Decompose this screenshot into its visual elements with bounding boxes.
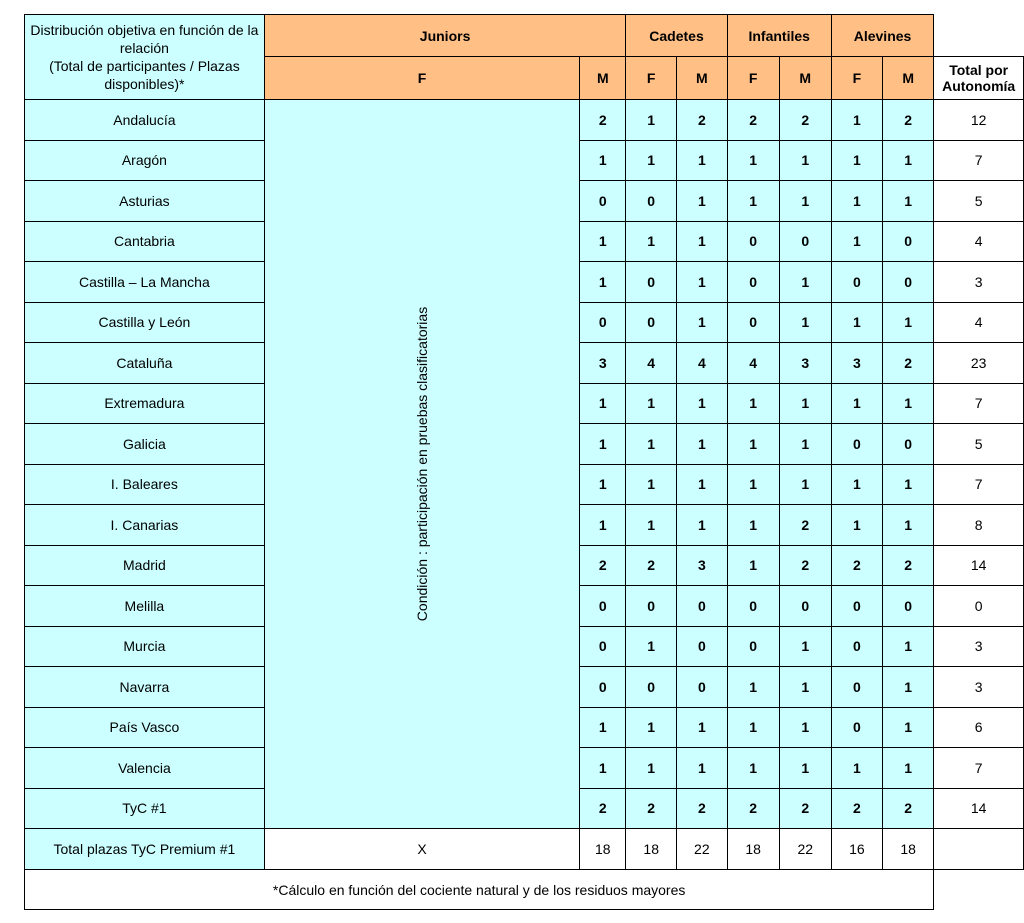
- value-cell: 2: [779, 545, 831, 586]
- value-cell: 2: [727, 788, 779, 829]
- total-plazas-value: 18: [626, 829, 677, 870]
- value-cell: 1: [677, 424, 728, 465]
- region-name: Andalucía: [25, 100, 265, 141]
- value-cell: 0: [779, 221, 831, 262]
- row-total: 3: [934, 626, 1024, 667]
- category-cadetes: Cadetes: [626, 15, 727, 57]
- value-cell: 0: [831, 424, 882, 465]
- value-cell: 1: [677, 383, 728, 424]
- value-cell: 1: [677, 140, 728, 181]
- value-cell: 1: [831, 748, 882, 789]
- row-total: 3: [934, 667, 1024, 708]
- value-cell: 4: [626, 343, 677, 384]
- header-empty-corner: [934, 15, 1024, 57]
- value-cell: 2: [831, 788, 882, 829]
- total-plazas-row: [25, 829, 1024, 870]
- value-cell: 1: [727, 464, 779, 505]
- value-cell: 1: [727, 707, 779, 748]
- value-cell: 1: [831, 181, 882, 222]
- value-cell: 2: [883, 788, 934, 829]
- value-cell: 1: [831, 140, 882, 181]
- value-cell: 0: [831, 667, 882, 708]
- value-cell: 1: [580, 221, 626, 262]
- row-total: 6: [934, 707, 1024, 748]
- row-total: 5: [934, 181, 1024, 222]
- row-total: 3: [934, 262, 1024, 303]
- row-total: 7: [934, 140, 1024, 181]
- value-cell: 1: [727, 505, 779, 546]
- value-cell: 1: [883, 667, 934, 708]
- value-cell: 1: [727, 383, 779, 424]
- region-name: Asturias: [25, 181, 265, 222]
- value-cell: 0: [580, 626, 626, 667]
- value-cell: 2: [626, 545, 677, 586]
- value-cell: 2: [831, 545, 882, 586]
- table-title-line1: Distribución objetiva en función de la relación: [30, 22, 259, 56]
- value-cell: 0: [883, 586, 934, 627]
- value-cell: 0: [626, 262, 677, 303]
- value-cell: 1: [727, 181, 779, 222]
- value-cell: 1: [626, 221, 677, 262]
- row-total: 4: [934, 302, 1024, 343]
- value-cell: 0: [626, 181, 677, 222]
- value-cell: 0: [883, 424, 934, 465]
- region-name: Cantabria: [25, 221, 265, 262]
- value-cell: 2: [883, 100, 934, 141]
- value-cell: 3: [831, 343, 882, 384]
- value-cell: 1: [883, 505, 934, 546]
- value-cell: 1: [779, 424, 831, 465]
- region-name: Aragón: [25, 140, 265, 181]
- region-name: Madrid: [25, 545, 265, 586]
- value-cell: 1: [831, 100, 882, 141]
- value-cell: 2: [727, 100, 779, 141]
- sub-header-m: M: [580, 57, 626, 100]
- row-total: 5: [934, 424, 1024, 465]
- value-cell: 3: [779, 343, 831, 384]
- value-cell: 0: [727, 262, 779, 303]
- value-cell: 3: [677, 545, 728, 586]
- value-cell: 1: [779, 383, 831, 424]
- value-cell: 2: [580, 788, 626, 829]
- footnote: *Cálculo en función del cociente natural y de los residuos mayores: [25, 870, 934, 910]
- value-cell: 1: [580, 464, 626, 505]
- value-cell: 2: [626, 788, 677, 829]
- table-row: [25, 100, 1024, 141]
- table-title: [25, 15, 265, 100]
- value-cell: 1: [883, 748, 934, 789]
- value-cell: 0: [677, 586, 728, 627]
- value-cell: 1: [580, 262, 626, 303]
- total-header: [934, 57, 1024, 100]
- value-cell: 1: [677, 464, 728, 505]
- value-cell: 1: [626, 464, 677, 505]
- value-cell: 1: [831, 505, 882, 546]
- value-cell: 2: [580, 100, 626, 141]
- total-plazas-value: 16: [831, 829, 882, 870]
- region-name: País Vasco: [25, 707, 265, 748]
- sub-header-m: M: [677, 57, 728, 100]
- region-name: Cataluña: [25, 343, 265, 384]
- value-cell: 0: [831, 626, 882, 667]
- region-name: Extremadura: [25, 383, 265, 424]
- value-cell: 2: [677, 100, 728, 141]
- value-cell: 1: [727, 667, 779, 708]
- value-cell: 0: [580, 667, 626, 708]
- value-cell: 1: [883, 140, 934, 181]
- value-cell: 1: [831, 383, 882, 424]
- value-cell: 1: [883, 626, 934, 667]
- value-cell: 1: [626, 707, 677, 748]
- value-cell: 1: [580, 505, 626, 546]
- distribution-table: [24, 14, 1024, 910]
- region-name: Castilla – La Mancha: [25, 262, 265, 303]
- total-plazas-value: 18: [580, 829, 626, 870]
- value-cell: 1: [779, 181, 831, 222]
- value-cell: 1: [883, 383, 934, 424]
- total-header-line1: Total por: [949, 62, 1009, 78]
- value-cell: 1: [883, 181, 934, 222]
- value-cell: 0: [677, 667, 728, 708]
- value-cell: 1: [779, 707, 831, 748]
- value-cell: 0: [727, 626, 779, 667]
- value-cell: 0: [580, 302, 626, 343]
- value-cell: 1: [779, 262, 831, 303]
- value-cell: 1: [779, 626, 831, 667]
- footnote-empty: [934, 870, 1024, 910]
- value-cell: 1: [831, 464, 882, 505]
- category-juniors: Juniors: [264, 15, 626, 57]
- value-cell: 1: [779, 748, 831, 789]
- value-cell: 1: [727, 748, 779, 789]
- total-plazas-value: 22: [677, 829, 728, 870]
- row-total: 7: [934, 748, 1024, 789]
- region-name: Melilla: [25, 586, 265, 627]
- sub-header-f: F: [727, 57, 779, 100]
- value-cell: 1: [779, 302, 831, 343]
- footnote-row: [25, 870, 1024, 910]
- value-cell: 1: [626, 383, 677, 424]
- total-plazas-value: X: [264, 829, 579, 870]
- sub-header-f: F: [264, 57, 579, 100]
- sub-header-f: F: [831, 57, 882, 100]
- row-total: 14: [934, 545, 1024, 586]
- value-cell: 1: [677, 181, 728, 222]
- value-cell: 2: [779, 100, 831, 141]
- value-cell: 1: [677, 505, 728, 546]
- value-cell: 2: [779, 788, 831, 829]
- value-cell: 0: [831, 262, 882, 303]
- value-cell: 1: [727, 140, 779, 181]
- value-cell: 0: [727, 586, 779, 627]
- value-cell: 0: [883, 221, 934, 262]
- row-total: 4: [934, 221, 1024, 262]
- value-cell: 1: [626, 424, 677, 465]
- value-cell: 1: [677, 707, 728, 748]
- row-total: 0: [934, 586, 1024, 627]
- value-cell: 4: [677, 343, 728, 384]
- region-name: I. Baleares: [25, 464, 265, 505]
- region-name: Murcia: [25, 626, 265, 667]
- value-cell: 2: [677, 788, 728, 829]
- total-plazas-value: 18: [727, 829, 779, 870]
- total-header-line2: Autonomía: [942, 78, 1016, 94]
- value-cell: 1: [883, 302, 934, 343]
- value-cell: 1: [831, 302, 882, 343]
- value-cell: 0: [779, 586, 831, 627]
- value-cell: 1: [727, 545, 779, 586]
- value-cell: 0: [580, 181, 626, 222]
- total-plazas-empty: [934, 829, 1024, 870]
- value-cell: 2: [883, 545, 934, 586]
- value-cell: 1: [626, 100, 677, 141]
- sub-header-m: M: [883, 57, 934, 100]
- value-cell: 1: [727, 424, 779, 465]
- value-cell: 1: [677, 302, 728, 343]
- region-name: Navarra: [25, 667, 265, 708]
- row-total: 23: [934, 343, 1024, 384]
- value-cell: 1: [883, 464, 934, 505]
- value-cell: 1: [626, 748, 677, 789]
- value-cell: 1: [580, 748, 626, 789]
- value-cell: 1: [626, 505, 677, 546]
- value-cell: 1: [626, 140, 677, 181]
- header-row-categories: [25, 15, 1024, 57]
- row-total: 14: [934, 788, 1024, 829]
- value-cell: 1: [626, 626, 677, 667]
- category-infantiles: Infantiles: [727, 15, 831, 57]
- value-cell: 2: [779, 505, 831, 546]
- row-total: 7: [934, 383, 1024, 424]
- value-cell: 0: [727, 221, 779, 262]
- row-total: 7: [934, 464, 1024, 505]
- value-cell: 0: [626, 667, 677, 708]
- value-cell: 1: [677, 262, 728, 303]
- value-cell: 2: [580, 545, 626, 586]
- value-cell: 0: [626, 302, 677, 343]
- value-cell: 1: [580, 424, 626, 465]
- value-cell: 1: [580, 383, 626, 424]
- row-total: 8: [934, 505, 1024, 546]
- value-cell: 1: [883, 707, 934, 748]
- value-cell: 0: [580, 586, 626, 627]
- value-cell: 1: [779, 140, 831, 181]
- region-name: Valencia: [25, 748, 265, 789]
- sub-header-m: M: [779, 57, 831, 100]
- region-name: Galicia: [25, 424, 265, 465]
- region-name: Castilla y León: [25, 302, 265, 343]
- total-plazas-value: 22: [779, 829, 831, 870]
- region-name: TyC #1: [25, 788, 265, 829]
- value-cell: 0: [626, 586, 677, 627]
- value-cell: 0: [831, 586, 882, 627]
- value-cell: 1: [831, 221, 882, 262]
- value-cell: 0: [727, 302, 779, 343]
- condition-text: Condición : participación en pruebas clasificatorias: [414, 306, 430, 622]
- value-cell: 4: [727, 343, 779, 384]
- value-cell: 0: [831, 707, 882, 748]
- value-cell: 1: [580, 707, 626, 748]
- condition-cell: [264, 100, 579, 829]
- sub-header-f: F: [626, 57, 677, 100]
- value-cell: 0: [883, 262, 934, 303]
- value-cell: 1: [677, 221, 728, 262]
- value-cell: 1: [580, 140, 626, 181]
- value-cell: 1: [779, 667, 831, 708]
- value-cell: 2: [883, 343, 934, 384]
- total-plazas-label: Total plazas TyC Premium #1: [25, 829, 265, 870]
- category-alevines: Alevines: [831, 15, 934, 57]
- value-cell: 0: [677, 626, 728, 667]
- value-cell: 1: [677, 748, 728, 789]
- region-name: I. Canarias: [25, 505, 265, 546]
- table-title-line2: (Total de participantes / Plazas disponibles)*: [49, 58, 240, 92]
- row-total: 12: [934, 100, 1024, 141]
- total-plazas-value: 18: [883, 829, 934, 870]
- value-cell: 1: [779, 464, 831, 505]
- value-cell: 3: [580, 343, 626, 384]
